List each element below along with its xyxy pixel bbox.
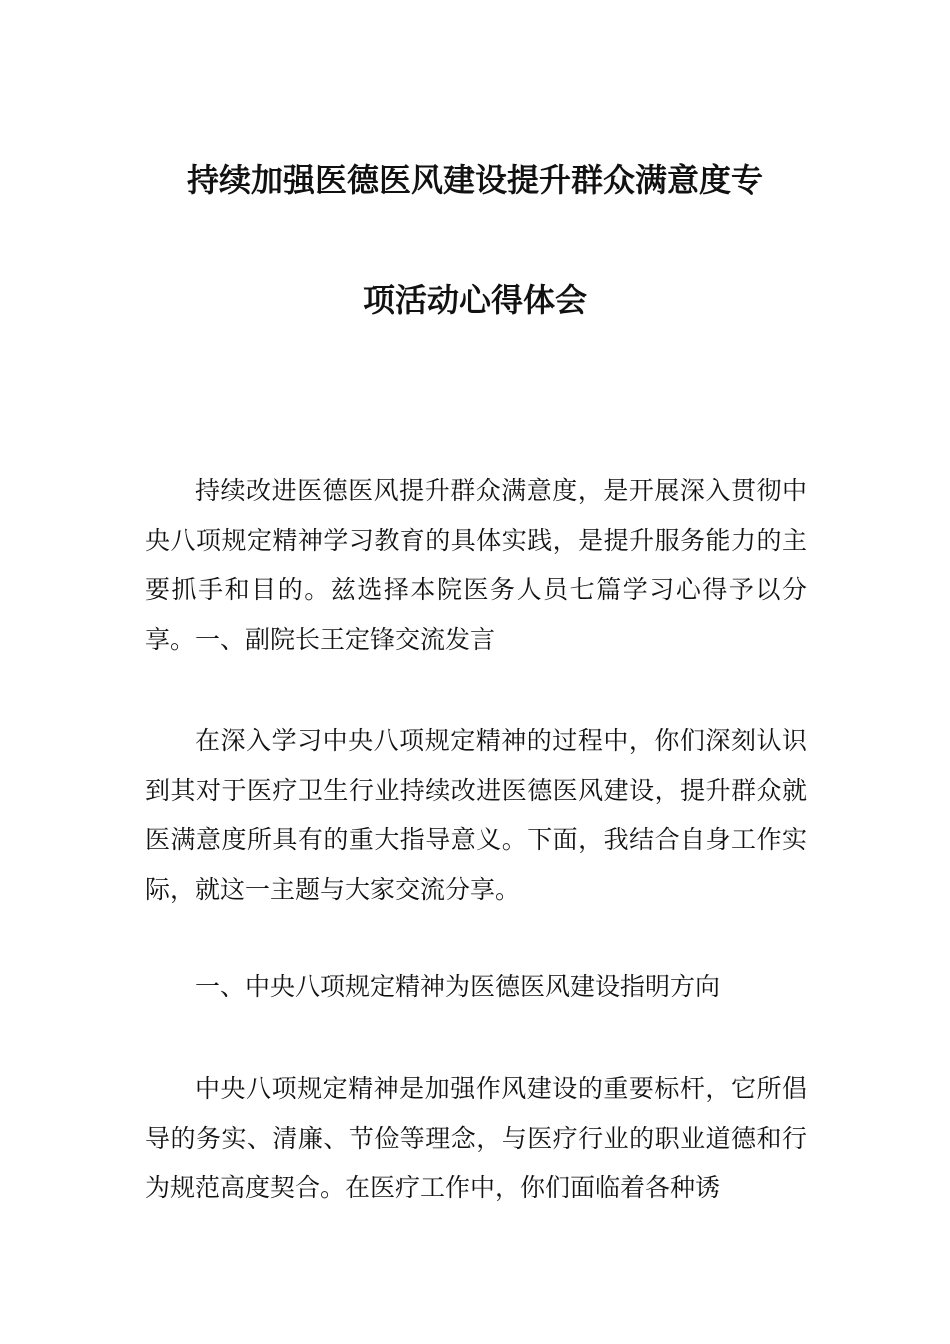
paragraph-2: 在深入学习中央八项规定精神的过程中，你们深刻认识到其对于医疗卫生行业持续改进医德医风建设，提升群众就医满意度所具有的重大指导意义。下面，我结合自身工作实际，就这一主题与大家交流分享。 [145,726,807,904]
document-title-line-2: 项活动心得体会 [362,281,587,319]
section-heading-1: 一、中央八项规定精神为医德医风建设指明方向 [195,972,721,1001]
paragraph-4: 中央八项规定精神是加强作风建设的重要标杆，它所倡导的务实、清廉、节俭等理念，与医疗行业的职业道德和行为规范高度契合。在医疗工作中，你们面临着各种诱 [145,1074,807,1202]
document-title-line-1: 持续加强医德医风建设提升群众满意度专 [186,161,763,199]
paragraph-intro: 持续改进医德医风提升群众满意度，是开展深入贯彻中央八项规定精神学习教育的具体实践，是提升服务能力的主要抓手和目的。兹选择本院医务人员七篇学习心得予以分享。一、副院长王定锋交流发言 [145,476,807,654]
